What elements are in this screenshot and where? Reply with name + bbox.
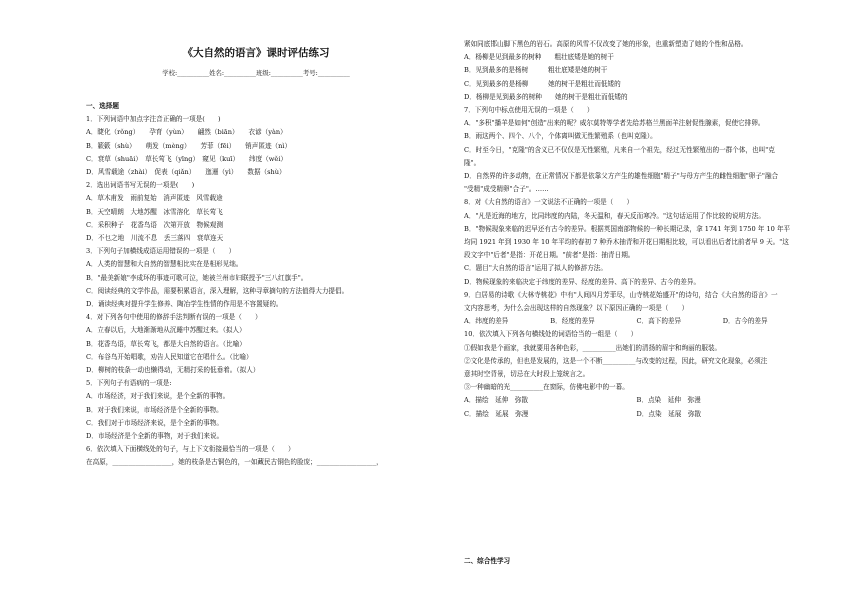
question-line: 文内容思考，为什么会出现这样的自然现象？以下原因正确的一项是（ ） (464, 304, 689, 313)
section-heading-comprehensive: 二、综合性学习 (464, 557, 511, 565)
left-column (86, 0, 426, 470)
question-line: A．市场经济，对于我们来说，是个全新的事物。 (86, 392, 230, 401)
question-line: 段文字中"后者"是指：开花日期。"前者"是指：抽青日期。 (464, 251, 635, 260)
question-line: C．布谷鸟开始唱歌，劝告人民知道它在唱什么。（比喻） (86, 352, 253, 361)
question-line: B．对于我们来说，市场经济是个全新的事物。 (86, 405, 223, 414)
question-line: C．阅读经典的文学作品，需要积累语言，深入理解，这种寻章摘句的方法值得大力提倡。 (86, 286, 349, 295)
question-line: C．见到最多的是杨柳 她的树干是粗壮而低矮的 (464, 79, 621, 88)
answer-option: C．高下的差异 (636, 317, 682, 326)
student-info-line: 学校:__________姓名:__________班级:__________考号:__________ (162, 69, 350, 77)
question-line: 5．下列句子有语病的一项是: (86, 379, 172, 388)
question-line: 隆"。 (464, 158, 481, 167)
answer-option: A．描绘 延伸 弥散 (464, 396, 529, 405)
question-line: 均同 1921 年到 1930 年 10 年平均的春初 7 种乔木抽青和开花日期相比较，可以看出后者比前者早 9 天。"这 (464, 238, 789, 247)
question-line: A．"凡是近海的地方，比同纬度的内陆，冬天温和，春天反而寒冷。"这句话运用了作比较的说明方法。 (464, 211, 765, 220)
question-line: 3．下列句子加横线成语运用错误的一项是（ ） (86, 247, 236, 256)
question-line: A．"多积"播羊是如何"创造"出来的呢？威尔莫特等学者先给苏格兰黑面羊注射促性腺素，促使它排卵。 (464, 119, 765, 128)
question-line: C．采积种子 花香鸟语 次第开放 物候观测 (86, 220, 223, 229)
question-line: B．"物候现象来临的迟早还有古今的差异。根据英国南部物候的一种长期记录，拿 1741 年到 1750 年 10 年平 (464, 224, 791, 233)
q10-question (464, 328, 809, 394)
question-line: B．天空晴朗 大地苏醒 冰雪溶化 草长莺飞 (86, 207, 223, 216)
answer-option-row (464, 408, 809, 421)
question-line: 紧如同底邯山脚下黑色的岩石。高原的风雪不仅改变了她的形象，也重新塑造了她的个性和品格。 (464, 40, 748, 48)
question-line: 9．白居易的诗歌《大林寺桃花》中有"人间四月芳菲尽，山寺桃花始盛开"的诗句，结合《大自然的语言》一 (464, 290, 778, 299)
question-line: 2．选出词语书写无误的一项是( ) (86, 181, 195, 190)
question-line: 8．对《大自然的语言》一文说法不正确的一项是（ ） (464, 198, 634, 207)
question-line: ③一种幽暗的光__________在窗际，仿佛电影中的一幕。 (464, 383, 629, 392)
question-line: C．时至今日，"克隆"的含义已不仅仅是无性繁殖，凡来自一个祖先，经过无性繁殖出的一群个体，也叫"克 (464, 145, 775, 154)
question-line: A．人类的智慧和大自然的智慧相比实在是相形见绌。 (86, 260, 243, 269)
question-line: 4．对下列各句中使用的修辞手法判断有误的一项是（ ） (86, 313, 262, 322)
question-line: A．杨柳是见到最多的树种 粗壮底矮是她的树干 (464, 53, 614, 62)
left-question-list (86, 113, 426, 469)
question-line: 10．依次填入下列各句横线处的词语恰当的一组是（ ） (464, 330, 638, 339)
question-line: C．我们对于市场经济来说，是个全新的事物。 (86, 418, 223, 427)
question-line: "受精"成受精卵"合子"。…… (464, 185, 549, 194)
question-line: D．风雪载途（zhài） 促表（qiǎn） 迤逦（yì） 数据（shù） (86, 168, 286, 177)
question-line: A．立春以后，大地渐渐地从沉睡中苏醒过来。（拟人） (86, 326, 246, 335)
question-line: D．诵读经典对提升学生修养、陶冶学生性情的作用是不容置疑的。 (86, 300, 283, 309)
question-line: C．衰草（shuāi） 草长莺飞（yīng） 窥见（kuī） 纬度（wěi） (86, 154, 288, 163)
page-title: 《大自然的语言》课时评估练习 (182, 47, 330, 59)
section-heading-choice: 一、选择题 (86, 102, 119, 110)
question-line: A．草木甫发 雨前复始 消声匿迹 风雪载途 (86, 194, 223, 203)
question-line: ②文化是传承的，但也是发展的，这是一个不断__________与改变的过程，因此，研究文化现象，必须注 (464, 356, 768, 365)
answer-option: D．古今的差异 (722, 317, 768, 326)
question-line: D．物候现象的来临决定于纬度的差异、经度的差异、高下的差异、古今的差异。 (464, 277, 701, 286)
question-line: B．簌簌（shù） 萌发（mèng） 芳菲（fēi） 销声匿迹（nì） (86, 141, 292, 150)
question-line: 1．下列词语中加点字注音正确的一项是( ) (86, 115, 221, 124)
q10-options (464, 394, 809, 420)
answer-option-row (464, 394, 809, 407)
answer-option: D．点染 延展 弥散 (636, 409, 702, 418)
question-line: B．见到最多的是杨树 粗壮底矮是她的树干 (464, 66, 608, 75)
question-line: C．题目"大自然的语言"运用了拟人的修辞方法。 (464, 264, 607, 273)
q9-options-row (464, 315, 809, 328)
question-line: D．市场经济是个全新的事物，对于我们来说。 (86, 432, 224, 441)
question-line: 在高原，__________________，她的枝条是古铜色的，一如藏民古铜色的脸庞；__________________， (86, 458, 383, 467)
question-line: ①假如我是个画家，我就要用各种色彩，__________出她们的清扬的眉宇和绚丽的服装。 (464, 343, 722, 352)
question-line: 7．下列句中标点使用无误的一项是（ ） (464, 106, 594, 115)
question-line: D．自然界的许多动物，在正常情况下都是依靠父方产生的雄性细胞"精子"与母方产生的雌性细胞"卵子"融合 (464, 172, 779, 181)
question-line: B．花香鸟语，草长莺飞，都是大自然的语言。（比喻） (86, 339, 246, 348)
question-line: D．柳树的枝条一动也懒得动，无精打采的低垂着。（拟人） (86, 366, 260, 375)
question-line: B．雨这两个、四个、八个，个体离叫做无性繁殖系（也叫克隆）。 (464, 132, 657, 141)
answer-option: C．描绘 延展 弥漫 (464, 409, 529, 418)
answer-option: A．纬度的差异 (464, 317, 509, 326)
question-line: 意其时空背景，切忌在大时段上笼统言之。 (464, 370, 590, 379)
question-line: D．杨柳是见到最多的树种 她的树干是粗壮而低矮的 (464, 92, 628, 101)
answer-option: B．经度的差异 (550, 317, 595, 326)
question-line: D．不乜之地 川流不息 丢三落四 衰草连天 (86, 234, 224, 243)
right-column (464, 38, 809, 421)
right-question-list (464, 38, 809, 315)
answer-option: B．点染 延伸 弥漫 (636, 396, 701, 405)
question-line: A．睫化（rǒng） 孕育（yùn） 翩然（biān） 衣谚（yàn） (86, 128, 287, 137)
question-line: B．"最美新娘"李成环的事迹可歌可泣，她被兰州市妇联授予"三八红旗手"。 (86, 273, 308, 282)
question-line: 6．依次填入下面横线处的句子，与上下文衔接最恰当的一项是（ ） (86, 445, 295, 454)
